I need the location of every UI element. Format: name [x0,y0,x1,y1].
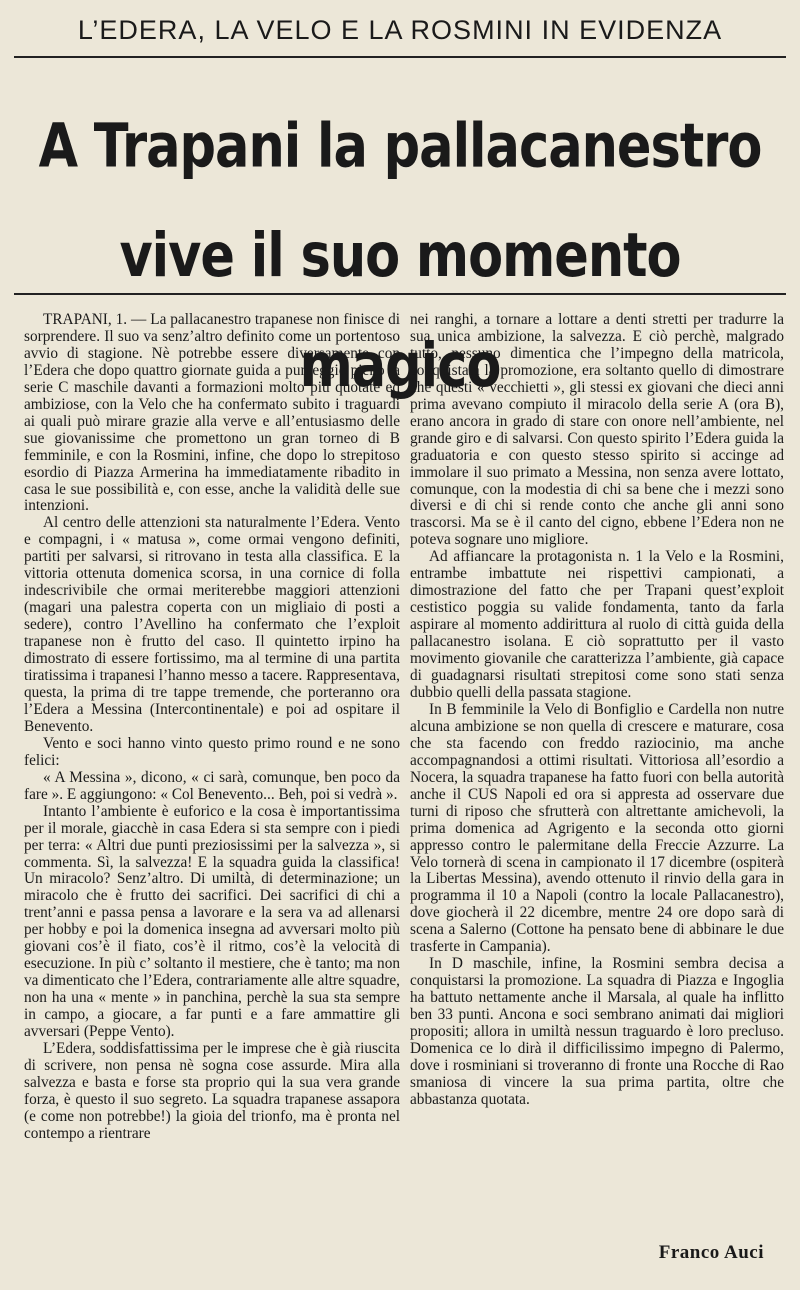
headline-line-1: A Trapani la pallacanestro [38,112,762,182]
article-column-left [24,312,400,1143]
paragraph: Ad affiancare la protagonista n. 1 la Velo e la Rosmini, entrambe imbattute nei rispettivi campionati, a dimostrazione del fatto che per Trapani quest’exploit cestistico poggia su valide fondamenta, tanto da farla aspirare al momento addirittura al ruolo di città guida della pallacanestro isolana. E ciò soprattutto per il vasto movimento giovanile che caratterizza l’ambiente, già capace di guadagnarsi risultati strepitosi come sono stati senza dubbio quelli della passata stagione. [410,548,784,701]
bottom-rule [14,293,786,295]
headline-line-2: vive il suo momento magico [119,221,681,402]
paragraph: TRAPANI, 1. — La pallacanestro trapanese non finisce di sorprendere. Il suo va senz’altro definito come un portentoso avvio di stagione. Nè potrebbe essere diversamente con l’Edera che dopo quattro giornate guida a punteggio pieno la serie C maschile davanti a formazioni molto più quotate ed ambiziose, con la Velo che ha confermato subito i traguardi ai quali può mirare grazie alla verve e all’entusiasmo delle sue giovanissime che promettono un gran torneo di B femminile, e con la Rosmini, infine, che dopo lo strepitoso esordio di Piazza Armerina ha immediatamente ribadito in casa le sue possibilità e, con esse, anche la validità delle sue intenzioni. [24,311,400,515]
paragraph: « A Messina », dicono, « ci sarà, comunque, ben poco da fare ». E aggiungono: « Col Benevento... Beh, poi si vedrà ». [24,768,400,803]
paragraph: Al centro delle attenzioni sta naturalmente l’Edera. Vento e compagni, i « matusa », come ormai vengono definiti, partiti per salvarsi, si ritrovano in testa alla classifica. E la vittoria ottenuta domenica scorsa, in una cornice di folla indescrivibile che ormai meriterebbe maggiori attenzioni (magari una palestra coperta con un migliaio di posti a sedere), contro l’Avellino ha confermato che l’exploit trapanese non è frutto del caso. Il quintetto irpino ha dimostrato di essere fortissimo, ma al termine di una partita tiratissima i trapanesi l’hanno messo a tacere. Rappresentava, questa, la prima di tre tappe tremende, che porteranno ora l’Edera a Messina (Intercontinentale) e poi ad ospitare il Benevento. [24,514,400,735]
byline: Franco Auci [658,1242,764,1263]
article-column-right [410,312,784,1109]
paragraph: Intanto l’ambiente è euforico e la cosa è importantissima per il morale, giacchè in casa Edera si sta sempre con i piedi per terra: « Altri due punti preziosissimi per la salvezza », si commenta. Sì, la salvezza! E la squadra guida la classifica! Un miracolo? Senz’altro. Di umiltà, di determinazione; un miracolo che è frutto dei sacrifici. Dei sacrifici di chi a trent’anni e passa pensa a lavorare e la sera va ad allenarsi per hobby e poi la domenica insegna ad avversari molto più giovani cos’è il fiato, cos’è il ritmo, cos’è la velocità di esecuzione. In più c’ soltanto il mestiere, che è tanto; ma non va dimenticato che l’Edera, contrariamente alle altre squadre, non ha una « mente » in panchina, perchè la sua sta sempre in campo, a giocare, a far punti e a fare ammattire gli avversari (Peppe Vento). [24,802,400,1041]
paragraph: nei ranghi, a tornare a lottare a denti stretti per tradurre la sua unica ambizione, la salvezza. E ciò perchè, malgrado tutto, nessuno dimentica che l’impegno della matricola, conquistata la promozione, era soltanto quello di dimostrare che questi « vecchietti », gli stessi ex giovani che dieci anni prima avevano compiuto il miracolo della serie A (ora B), erano ancora in grado di stare con onore nell’ambiente, nel grande giro e di salvarsi. Con questo spirito l’Edera guida la graduatoria e con questo stesso spirito si accinge ad immolare il suo primato a Messina, non senza avere lottato, comunque, con la modestia di chi sa bene che i mezzi sono diversi e di chi si rende conto che anche gli anni sono trascorsi. Ma se è il canto del cigno, ebbene l’Edera non ne poteva sognare uno migliore. [410,311,784,549]
paragraph: In B femminile la Velo di Bonfiglio e Cardella non nutre alcuna ambizione se non quella di crescere e maturare, cosa che sta facendo con freddo raziocinio, ma anche accompagnandosi a ottimi risultati. Vittoriosa all’esordio a Nocera, la squadra trapanese ha fatto fuori con bella autorità anche il CUS Napoli ed ora si appresta ad osservare due turni di riposo che sfrutterà con altrettante amichevoli, la prima domenica ad Agrigento e la seconda otto giorni appresso contro le palermitane della Freccie Azzurre. La Velo tornerà di scena in campionato il 17 dicembre (ospiterà la Libertas Messina), avendo ottenuto il rinvio della gara in programma il 10 a Napoli (contro la locale Pallacanestro), dove giocherà il 22 dicembre, mentre 24 ore dopo sarà di scena a Salerno (Cottone ha pensato bene di abbinare le due trasferte in Campania). [410,700,784,956]
paragraph: L’Edera, soddisfattissima per le imprese che è già riuscita di scrivere, non pensa nè sogna cose assurde. Mira alla salvezza e basta e forse sta proprio qui la sua vera grande forza, è questo il suo segreto. La squadra trapanese assapora (e come non potrebbe!) la gioia del trionfo, ma è pronta nel contempo a rientrare [24,1039,400,1142]
paragraph: Vento e soci hanno vinto questo primo round e ne sono felici: [24,734,400,769]
paragraph: In D maschile, infine, la Rosmini sembra decisa a conquistarsi la promozione. La squadra di Piazza e Ingoglia ha battuto nettamente anche il Marsala, al quale ha inflitto ben 33 punti. Ancona e soci sembrano animati dai migliori propositi; allora in umiltà nessun traguardo è loro precluso. Domenica ce lo dirà il difficilissimo impegno di Palermo, dove i rosminiani si troveranno di fronte una Rocche di Rao smaniosa di vincere la sua prima partita, oltre che abbastanza quotata. [410,955,784,1108]
top-rule [14,56,786,58]
kicker: L’EDERA, LA VELO E LA ROSMINI IN EVIDENZA [77,15,723,45]
